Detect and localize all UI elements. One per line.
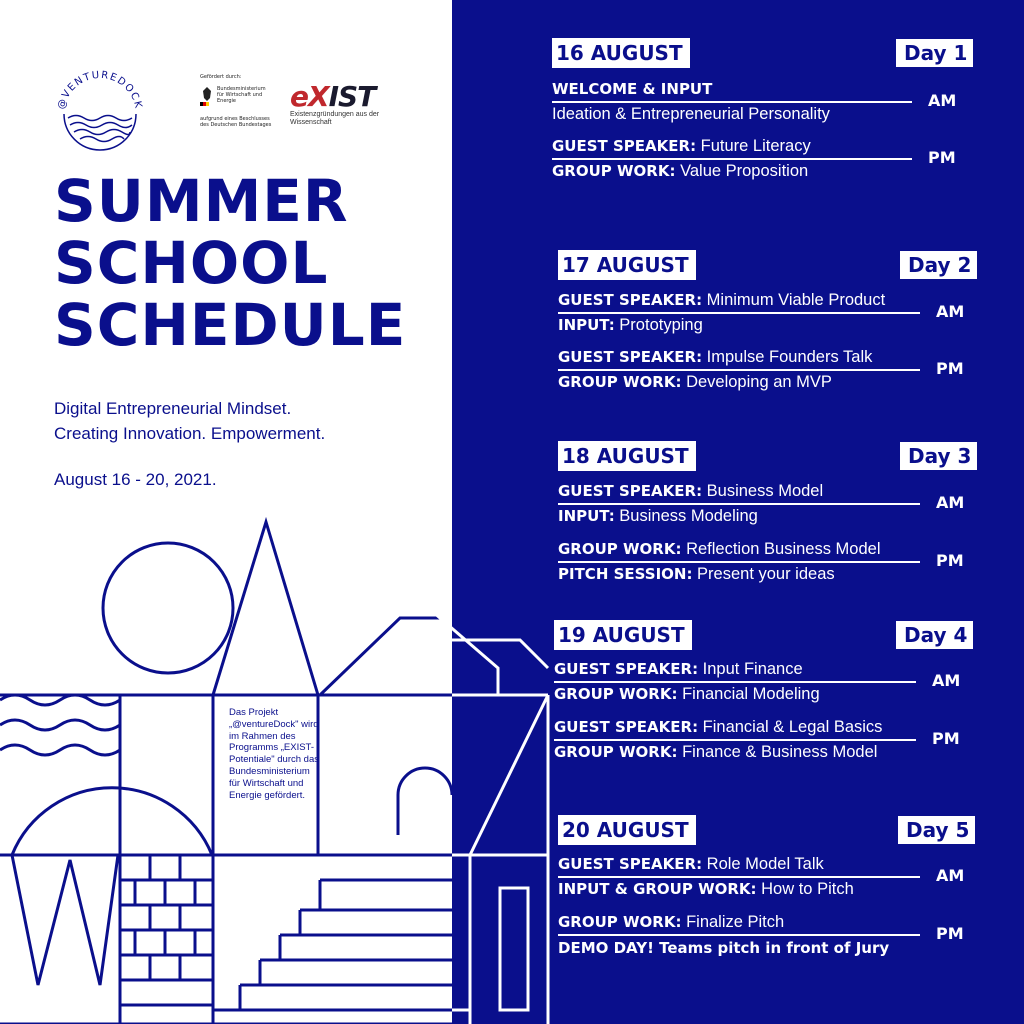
day-date: 20 AUGUST — [558, 815, 696, 845]
tagline: Digital Entrepreneurial Mindset. Creating Innovation. Empowerment. — [54, 399, 326, 443]
session-topic: Minimum Viable Product — [702, 291, 886, 309]
session-line — [558, 291, 885, 310]
session-line — [558, 373, 832, 392]
session-line — [558, 913, 784, 932]
session-topic: Finance & Business Model — [677, 743, 878, 761]
session-topic: How to Pitch — [756, 880, 854, 898]
venturedock-wordmark: @VENTUREDOCK — [56, 69, 144, 111]
session-type: GUEST SPEAKER: — [558, 482, 703, 500]
divider — [558, 561, 920, 563]
session-topic: Financial & Legal Basics — [698, 718, 883, 736]
exist-wordmark: eXIST — [290, 80, 376, 113]
session-topic: Future Literacy — [696, 137, 811, 155]
session-line — [558, 938, 889, 957]
session-line — [554, 718, 882, 737]
session-topic: Value Proposition — [675, 162, 809, 180]
session-type: GUEST SPEAKER: — [558, 291, 703, 309]
svg-text:@VENTUREDOCK — [56, 70, 144, 111]
am-label: AM — [932, 671, 961, 690]
session-type: GUEST SPEAKER: — [554, 718, 699, 736]
pm-label: PM — [928, 148, 956, 167]
page-title: SUMMER SCHOOL SCHEDULE — [54, 167, 407, 359]
day-date: 19 AUGUST — [554, 620, 692, 650]
divider — [558, 312, 920, 314]
session-type: GUEST SPEAKER: — [552, 137, 697, 155]
divider — [554, 681, 916, 683]
am-label: AM — [928, 91, 957, 110]
venturedock-logo — [50, 60, 150, 160]
session-topic: Role Model Talk — [702, 855, 824, 873]
session-line — [554, 743, 877, 762]
divider — [558, 934, 920, 936]
session-line — [558, 507, 758, 526]
event-dates: August 16 - 20, 2021. — [54, 470, 217, 489]
session-topic: Prototyping — [614, 316, 703, 334]
session-type: DEMO DAY! Teams pitch in front of Jury — [558, 939, 890, 957]
session-topic: Finalize Pitch — [681, 913, 785, 931]
session-line — [558, 482, 823, 501]
session-line — [558, 880, 854, 899]
session-type: INPUT & GROUP WORK: — [558, 880, 757, 898]
divider — [558, 369, 920, 371]
pm-label: PM — [936, 359, 964, 378]
session-line — [554, 660, 803, 679]
session-line — [558, 348, 872, 367]
exist-logo — [290, 80, 390, 127]
day-date: 18 AUGUST — [558, 441, 696, 471]
day-number: Day 5 — [898, 816, 975, 844]
session-topic: Present your ideas — [692, 565, 835, 583]
pm-label: PM — [936, 924, 964, 943]
day-number: Day 3 — [900, 442, 977, 470]
session-topic: Developing an MVP — [681, 373, 832, 391]
bmwi-funded-by: Gefördert durch: — [200, 74, 242, 80]
session-topic: Financial Modeling — [677, 685, 820, 703]
session-line — [558, 565, 835, 584]
divider — [558, 876, 920, 878]
session-type: GUEST SPEAKER: — [558, 855, 703, 873]
day-number: Day 2 — [900, 251, 977, 279]
am-label: AM — [936, 493, 965, 512]
divider — [554, 739, 916, 741]
funding-note: Das Projekt „@ventureDock" wird im Rahmen des Programms „EXIST-Potentiale" durch das Bundesministerium für Wirtschaft und Energie gefördert. — [229, 707, 319, 801]
session-line: WELCOME & INPUT — [552, 80, 713, 98]
session-topic: Impulse Founders Talk — [702, 348, 873, 366]
session-type: GROUP WORK: — [558, 540, 682, 558]
session-type: GROUP WORK: — [558, 373, 682, 391]
day-number: Day 4 — [896, 621, 973, 649]
divider — [558, 503, 920, 505]
session-line — [558, 855, 824, 874]
session-topic: Reflection Business Model — [681, 540, 881, 558]
session-line — [552, 162, 808, 181]
session-type: PITCH SESSION: — [558, 565, 693, 583]
session-type: GROUP WORK: — [554, 743, 678, 761]
session-line: Ideation & Entrepreneurial Personality — [552, 105, 830, 123]
session-type: GROUP WORK: — [552, 162, 676, 180]
session-type: GUEST SPEAKER: — [558, 348, 703, 366]
am-label: AM — [936, 866, 965, 885]
session-type: GUEST SPEAKER: — [554, 660, 699, 678]
day-date: 17 AUGUST — [558, 250, 696, 280]
session-type: INPUT: — [558, 507, 615, 525]
bmwi-logo — [200, 74, 275, 128]
bmwi-name: Bundesministerium für Wirtschaft und Energie — [217, 86, 266, 104]
session-line — [558, 540, 881, 559]
session-line — [554, 685, 820, 704]
session-line — [558, 316, 703, 335]
divider — [552, 101, 912, 103]
session-topic: Business Modeling — [614, 507, 758, 525]
pm-label: PM — [936, 551, 964, 570]
day-number: Day 1 — [896, 39, 973, 67]
session-topic: Input Finance — [698, 660, 803, 678]
session-topic: Business Model — [702, 482, 824, 500]
session-type: GROUP WORK: — [554, 685, 678, 703]
exist-subtitle: Existenzgründungen aus der Wissenschaft — [290, 111, 380, 126]
am-label: AM — [936, 302, 965, 321]
session-type: INPUT: — [558, 316, 615, 334]
session-line — [552, 137, 811, 156]
pm-label: PM — [932, 729, 960, 748]
german-eagle-icon — [200, 86, 214, 106]
bmwi-decision: aufgrund eines Beschlusses des Deutschen Bundestages — [200, 116, 272, 128]
day-date: 16 AUGUST — [552, 38, 690, 68]
session-type: GROUP WORK: — [558, 913, 682, 931]
divider — [552, 158, 912, 160]
